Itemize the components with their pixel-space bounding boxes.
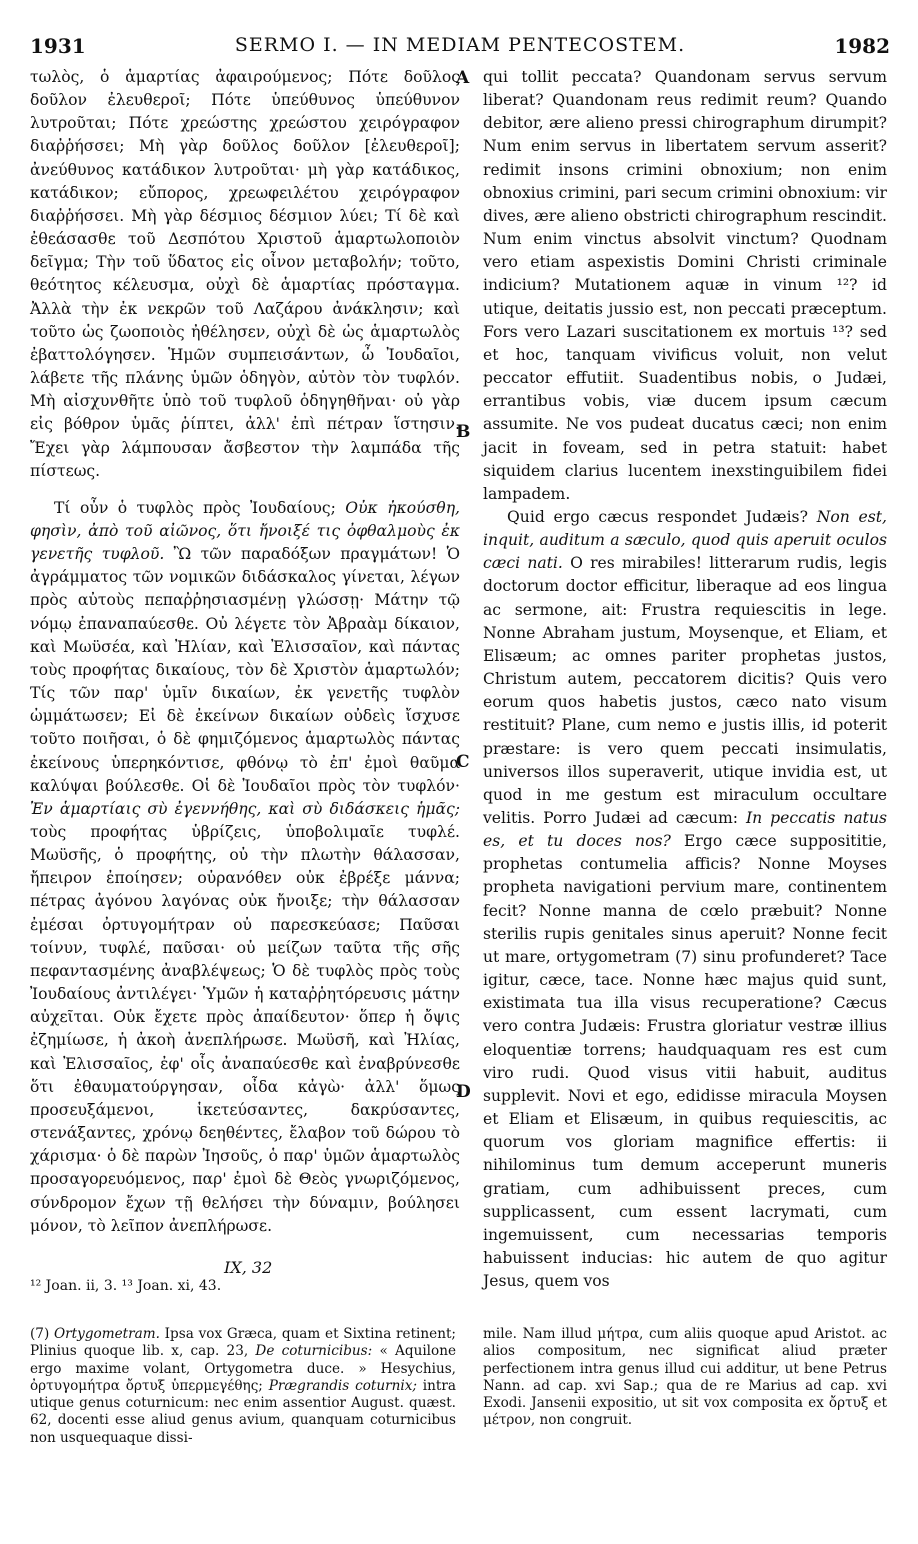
section-marker-b: B: [456, 422, 471, 442]
latin-paragraph-2: [483, 506, 887, 1293]
section-marker-a: A: [456, 68, 470, 88]
running-header: [30, 34, 890, 64]
greek-text: τοὺς προφήτας ὑβρίζεις, ὑποβολιμαῖε τυφλέ. Μωϋσῆς, ὁ προφήτης, οὐ τὴν πλωτὴν θάλασσαν, ἤπειρον ἐποίησεν; οὐρανόθεν οὐκ ἐβρέξε μάννα; πέτρας ἀγόνου λαγόνας οὐκ ἤνοιξε; τὴν θάλασσαν ἐμέσαι ὀρτυγομήτραν οὐ παρεσκεύασε; Παῦσαι τοίνυν, τυφλέ, παῦσαι· οὐ μείζων ταῦτα τῆς σῆς πεφαντασμένης ἀναβλέψεως; Ὁ δὲ τυφλὸς πρὸς τοὺς Ἰουδαίους ἀντιλέγει· Ὑμῶν ἡ καταῤῥητόρευσις μάτην αὐχεῖται. Οὐκ ἔχετε πρὸς ἀπαίδευτον· ὅπερ ἡ ὄψις ἐζημίωσε, ἡ ἀκοὴ ἀνεπλήρωσε. Μωϋσῆ, καὶ Ἠλίας, καὶ Ἐλισσαῖος, ἐφ' οἷς ἀναπαύεσθε καὶ ἐναβρύνεσθε ὅτι ἐθαυματούργησαν, οἶδα κἀγὼ· ἀλλ' ὅμως προσευξάμενοι, ἱκετεύσαντες, δακρύσαντες, στενάξαντες, χρόνῳ δεηθέντες, ἔλαβον τοῦ δώρου τὸ χάρισμα· ὁ δὲ παρὼν Ἰησοῦς, ὁ παρ' ὑμῶν ἁμαρτωλὸς προσαγορευόμενος, παρ' ἐμοὶ δὲ Θεὸς γνωριζόμενος, σύνδρομον ἔχων τῇ θελήσει τὴν δύναμιν, βούλησει μόνον, τὸ λεῖπον ἀνεπλήρωσε.: [30, 823, 460, 1235]
section-marker-c: C: [456, 752, 470, 772]
editor-note-right: [483, 1326, 887, 1430]
greek-column: [30, 66, 460, 1238]
greek-text: Ὢ τῶν παραδόξων πραγμάτων! Ὁ ἀγράμματος τῶν νομικῶν διδάσκαλος γίνεται, λέγων πρὸς αὐτοὺς πεπαῤῥησιασμένῃ γλώσσῃ· Μάτην τῷ νόμῳ ἐπαναπαύεσθε. Οὐ λέγετε τὸν Ἀβραὰμ δίκαιον, καὶ Μωϋσέα, καὶ Ἠλίαν, καὶ Ἐλισσαῖον, καὶ πάντας τοὺς προφήτας δικαίους, τὸν δὲ Χριστὸν ἁμαρτωλόν; Τίς τῶν παρ' ὑμῖν δικαίων, ἐκ γενετῆς τυφλὸν ὠμμάτωσεν; Εἰ δὲ ἐκείνων δικαίων οὐδεὶς ἴσχυσε τοῦτο ποιῆσαι, ὁ δὲ φημιζόμενος ἁμαρτωλὸς πάντας ἐκείνους ὑπερηκόντισε, φθόνῳ τὸ ἐπ' ἐμοὶ θαῦμα καλύψαι βούλεσθε. Οἱ δὲ Ἰουδαῖοι πρὸς τὸν τυφλόν·: [30, 545, 460, 795]
greek-paragraph-1: τωλὸς, ὁ ἁμαρτίας ἀφαιρούμενος; Πότε δοῦλος δοῦλον ἐλευθεροῖ; Πότε ὑπεύθυνος ὑπεύθυνον λυτροῦται; Πότε χρεώστης χρεώστου χειρόγραφον διαῤῥήσσει; Μὴ γὰρ δοῦλος δοῦλον [ἐλευθεροῖ]; ἀνεύθυνος κατάδικον λυτροῦται· μὴ γὰρ κατάδικος, κατάδικον; εὔπορος, χρεωφειλέτου χειρόγραφον διαῤῥήσσει. Μὴ γὰρ δέσμιος δέσμιον λύει; Τί δὲ καὶ ἐθεάσασθε τοῦ Δεσπότου Χριστοῦ ἁμαρτωλοποιὸν δεῖγμα; Τὴν τοῦ ὕδατος εἰς οἶνον μεταβολήν; τοῦτο, θεότητος κέλευσμα, οὐχὶ δὲ ἁμαρτίας πρόσταγμα. Ἀλλὰ τὴν ἐκ νεκρῶν τοῦ Λαζάρου ἀνάκλησιν; καὶ τοῦτο ὡς ζωοποιὸς ἠθέλησεν, οὐχὶ δὲ ὡς ἁμαρτωλὸς ἐβαττολόγησεν. Ἡμῶν συμπεισάντων, ὦ Ἰουδαῖοι, λάβετε τῆς πλάνης ὑμῶν ὁδηγὸν, αὐτὸν τὸν τυφλόν. Μὴ αἰσχυνθῆτε ὑπὸ τοῦ τυφλοῦ ὁδηγηθῆναι· οὐ γὰρ εἰς βόθρον ὑμᾶς ῥίπτει, ἀλλ' ἐπὶ πέτραν ἵστησιν. Ἔχει γὰρ λάμπουσαν ἄσβεστον τὴν λαμπάδα τῆς πίστεως.: [30, 68, 460, 480]
section-marker-d: D: [456, 1082, 471, 1102]
latin-scripture-quote: Non est, inquit, auditum a sæculo, quod quis aperuit oculos cæci nati.: [483, 507, 887, 573]
greek-scripture-quote: Ἐν ἁμαρτίαις σὺ ἐγεννήθης, καὶ σὺ διδάσκεις ἡμᾶς;: [30, 799, 460, 818]
note-title: De coturnicibus:: [255, 1343, 373, 1360]
latin-text: O res mirabiles! litterarum rudis, legis doctorum doctor efficitur, liberaque ad eos lingua ac sermone, ait: Frustra requiescitis in lege. Nonne Abraham justum, Moysenque, et Eliam, et Elisæum; ac omnes pariter prophetas justos, Christum autem, peccatorem dicitis? Quis vero eorum quos habetis justos, cæco nato visum restituit? Plane, cum nemo e justis illis, id poterit præstare: is vero quem peccati insimulatis, universos illos superaverit, utique invidia est, ut quod in me gestum est miraculum occultare velitis. Porro Judæi ad cæcum:: [483, 554, 888, 827]
latin-paragraph-1: qui tollit peccata? Quandonam servus servum liberat? Quandonam reus redimit reum? Quando debitor, ære alieno pressi chirographum dirumpit? Num enim servus in libertatem servum asserit? redimit insons crimini obnoxium; non enim obnoxius crimini, pari secum crimini obnoxium: vir dives, ære alieno obstricti chirographum rescindit. Num enim vinctus absolvit vinctum? Quodnam vero etiam aspexistis Domini Christi criminale indicium? Mutationem aquæ in vinum ¹²? id utique, deitatis jussio est, non peccati præceptum. Fors vero Lazari suscitationem ex mortuis ¹³? sed et hoc, tanquam vivificus voluit, non velut peccator effutiit. Suadentibus nobis, o Judæi, errantibus vobis, viæ ducem ipsum cæcum assumite. Ne vos pudeat ducatus cæci; non enim jacit in foveam, sed in petra statuit: habet siquidem clarius lucentem inexstinguibilem fidei lampadem.: [483, 68, 887, 503]
greek-paragraph-2: [30, 497, 460, 1238]
note-term: Ortygometram.: [54, 1326, 160, 1342]
greek-scripture-quote: Οὐκ ἠκούσθη, φησὶν, ἀπὸ τοῦ αἰῶνος, ὅτι ἤνοιξέ τις ὀφθαλμοὺς ἐκ γενετῆς τυφλοῦ.: [30, 498, 460, 564]
note-text: « Aquilone ergo maxime volant, Ortygometra duce. » Hesychius, ὀρτυγομήτρα ὄρτυξ ὑπερμεγέθης;: [30, 1343, 456, 1394]
latin-text: Ergo cæce supposititie, prophetas contumelia afficis? Nonne Moyses propheta navigationi pervium mare, continentem fecit? Nonne manna de cœlo præbuit? Nonne sterilis rupis genitales sinus aperuit? Nonne fecit ut mare, ortygometram (7) sinu profunderet? Tace igitur, cæce, tace. Nonne hæc majus quid sunt, existimata tua illa visus recuperatione? Cæcus vero contra Judæis: Frustra gloriatur vestræ illius eloquentiæ torrens; haudquaquam res est cum viro rudi. Quod visus vitii habuit, auditus supplevit. Novi et ego, edidisse miracula Moysen et Eliam et Elisæum, in quibus requiescitis, ac quorum vos gloriam magnifice effertis: ii nihilominus tum demum acceperunt muneris gratiam, cum adhibuissent preces, cum supplicassent, cum essent lacrymati, cum ingemuissent, cum necessarias temporis habuissent inducias: hic autem de quo agitur Jesus, quem vos: [483, 832, 887, 1291]
page-number-left: 1931: [30, 34, 86, 58]
editor-note-left: [30, 1326, 456, 1447]
note-text: Ipsa vox Græca, quam et Sixtina retinent; Plinius quoque lib. x, cap. 23,: [30, 1326, 457, 1360]
note-label: (7): [30, 1326, 55, 1342]
handwritten-annotation: IX, 32: [224, 1258, 273, 1277]
editor-note-text: [30, 1326, 456, 1447]
running-title: SERMO I. — IN MEDIAM PENTECOSTEM.: [234, 34, 686, 56]
greek-text: Τί οὖν ὁ τυφλὸς πρὸς Ἰουδαίους;: [54, 498, 346, 517]
page-number-right: 1982: [834, 34, 890, 58]
latin-text: Quid ergo cæcus respondet Judæis?: [507, 507, 817, 526]
footnote-references: ¹² Joan. ii, 3. ¹³ Joan. xi, 43.: [30, 1278, 222, 1294]
latin-scripture-quote: In peccatis natus es, et tu doces nos?: [483, 809, 887, 851]
editor-note-continuation: mile. Nam illud μήτρα, cum aliis quoque apud Aristot. ac alios compositum, nec significat aliud præter perfectionem intra genus illud cui additur, ut bene Petrus Nann. ad cap. xvi Sap.; qua de re Marius ad cap. xvi Exodi. Jansenii expositio, ut sit vox composita ex ὄρτυξ et μέτρον, non congruit.: [483, 1326, 887, 1429]
note-gloss: Prægrandis coturnix;: [268, 1377, 417, 1394]
latin-column: [483, 66, 887, 1293]
note-text: intra utique genus coturnicum: nec enim assentior August. quæst. 62, docenti esse aliud genus avium, quanquam coturnicibus non usquequaque dissi-: [30, 1377, 456, 1446]
